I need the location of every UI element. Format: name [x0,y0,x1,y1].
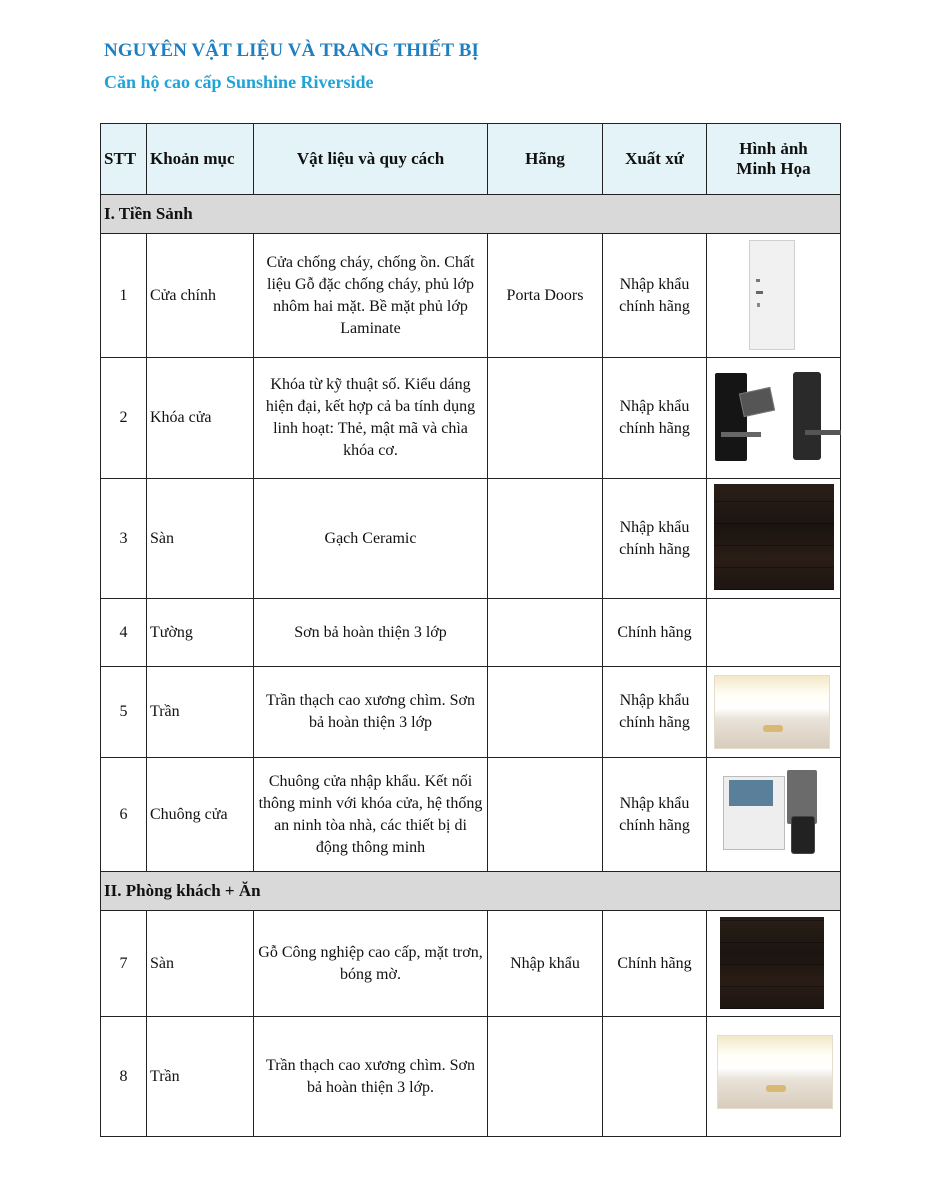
column-header-item: Khoản mục [147,124,254,195]
table-row [101,358,841,479]
row-image-cell [707,758,841,872]
table-row [101,479,841,599]
row-number: 1 [101,234,147,358]
row-image-cell [707,599,841,667]
row-origin: Nhập khẩu chính hãng [603,358,707,479]
table-row [101,1017,841,1137]
intercom-icon [721,768,819,856]
row-image-cell [707,1017,841,1137]
row-brand [488,758,603,872]
row-brand [488,479,603,599]
column-header-brand: Hãng [488,124,603,195]
materials-table [100,123,841,1137]
row-brand [488,667,603,758]
door-icon [749,240,795,350]
row-image-cell [707,479,841,599]
row-number: 6 [101,758,147,872]
table-row [101,599,841,667]
row-number: 2 [101,358,147,479]
row-description: Khóa từ kỹ thuật số. Kiểu dáng hiện đại, kết hợp cả ba tính dụng linh hoạt: Thẻ, mật mã và chìa khóa cơ. [254,358,488,479]
row-description: Sơn bả hoàn thiện 3 lớp [254,599,488,667]
row-origin: Chính hãng [603,911,707,1017]
row-description: Trần thạch cao xương chìm. Sơn bả hoàn thiện 3 lớp. [254,1017,488,1137]
row-item: Trần [147,667,254,758]
row-item: Cửa chính [147,234,254,358]
row-description: Gạch Ceramic [254,479,488,599]
row-origin: Nhập khẩu chính hãng [603,479,707,599]
row-number: 3 [101,479,147,599]
row-origin: Chính hãng [603,599,707,667]
row-description: Trần thạch cao xương chìm. Sơn bả hoàn thiện 3 lớp [254,667,488,758]
row-image-cell [707,911,841,1017]
row-description: Gỗ Công nghiệp cao cấp, mặt trơn, bóng mờ. [254,911,488,1017]
row-item: Khóa cửa [147,358,254,479]
table-row [101,667,841,758]
row-item: Sàn [147,479,254,599]
row-item: Sàn [147,911,254,1017]
wood-floor-icon [714,484,834,590]
table-header-row [101,124,841,195]
row-item: Trần [147,1017,254,1137]
door-lock-icon [713,368,839,464]
row-origin: Nhập khẩu chính hãng [603,667,707,758]
row-origin: Nhập khẩu chính hãng [603,758,707,872]
ceiling-icon [717,1035,833,1109]
row-image-cell [707,358,841,479]
section-row [101,872,841,911]
row-brand [488,358,603,479]
row-brand [488,599,603,667]
column-header-material: Vật liệu và quy cách [254,124,488,195]
ceiling-icon [714,675,830,749]
section-row [101,195,841,234]
row-description: Cửa chống cháy, chống ồn. Chất liệu Gỗ đặc chống cháy, phủ lớp nhôm hai mặt. Bề mặt phủ lớp Laminate [254,234,488,358]
row-brand: Porta Doors [488,234,603,358]
row-number: 7 [101,911,147,1017]
row-item: Chuông cửa [147,758,254,872]
row-description: Chuông cửa nhập khẩu. Kết nối thông minh với khóa cửa, hệ thống an ninh tòa nhà, các thiết bị di động thông minh [254,758,488,872]
table-row [101,911,841,1017]
table-row [101,758,841,872]
row-number: 8 [101,1017,147,1137]
row-brand: Nhập khẩu [488,911,603,1017]
row-number: 5 [101,667,147,758]
section-title: I. Tiền Sảnh [101,195,841,234]
column-header-image: Hình ảnh Minh Họa [707,124,841,195]
column-header-origin: Xuất xứ [603,124,707,195]
row-image-cell [707,234,841,358]
column-header-stt: STT [101,124,147,195]
wood-floor-icon [720,917,824,1009]
page-title: NGUYÊN VẬT LIỆU VÀ TRANG THIẾT BỊ [104,40,479,61]
row-image-cell [707,667,841,758]
section-title: II. Phòng khách + Ăn [101,872,841,911]
row-number: 4 [101,599,147,667]
row-item: Tường [147,599,254,667]
table-row [101,234,841,358]
row-brand [488,1017,603,1137]
row-origin: Nhập khẩu chính hãng [603,234,707,358]
page-subtitle: Căn hộ cao cấp Sunshine Riverside [104,72,374,92]
row-origin [603,1017,707,1137]
